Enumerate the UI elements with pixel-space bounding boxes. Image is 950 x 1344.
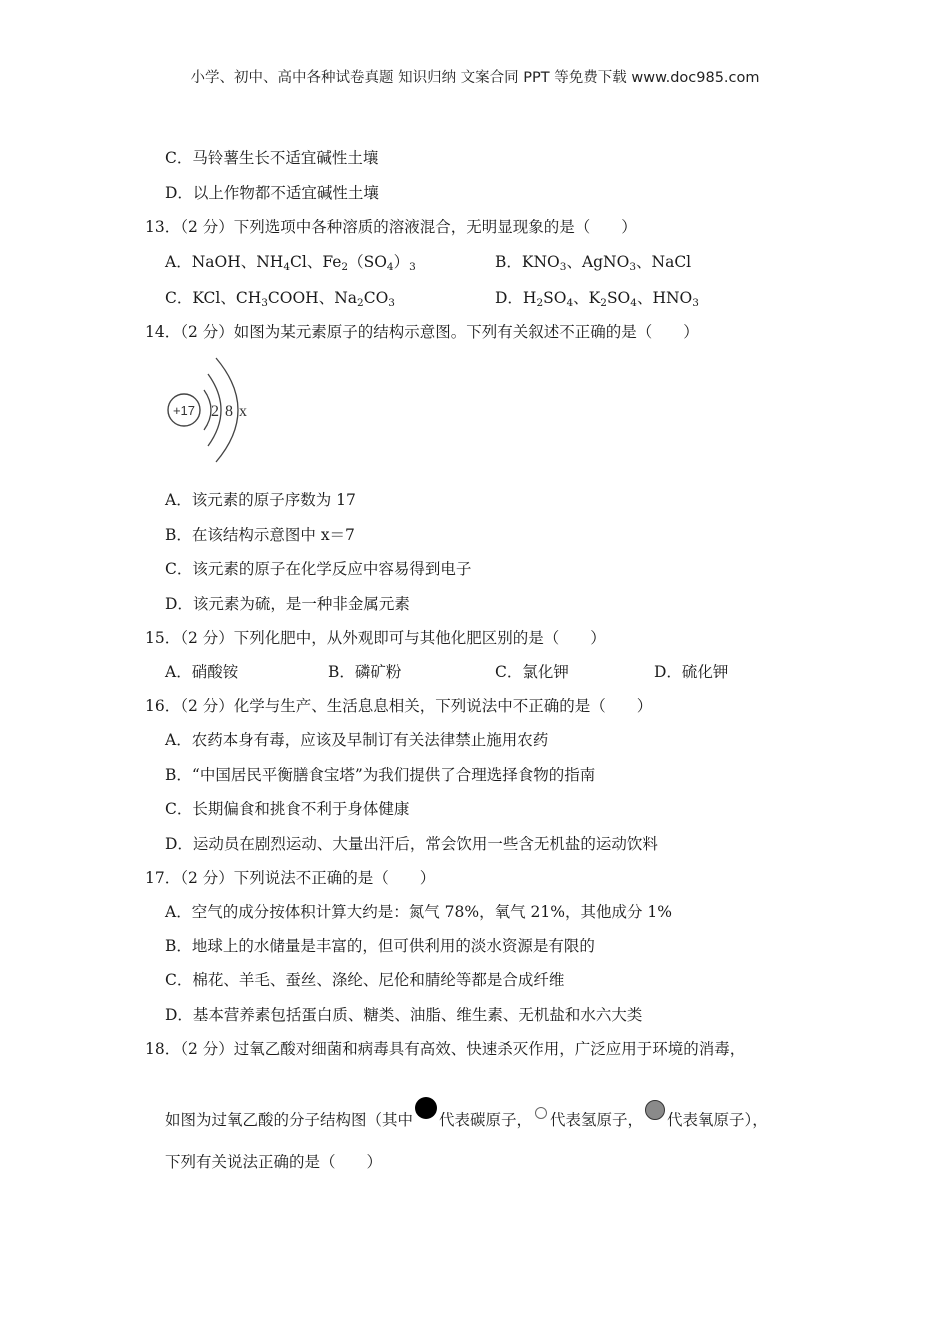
q14-option-b: B．在该结构示意图中 x＝7: [165, 526, 355, 544]
q14-stem: 14．（2 分）如图为某元素原子的结构示意图。下列有关叙述不正确的是（ ）: [145, 323, 699, 341]
atom-structure-diagram: [160, 352, 270, 468]
q15-option-b: B．磷矿粉: [328, 663, 402, 681]
q17-option-d: D．基本营养素包括蛋白质、糖类、油脂、维生素、无机盐和水六大类: [165, 1006, 643, 1024]
q18-stem: 18．（2 分）过氧乙酸对细菌和病毒具有高效、快速杀灭作用，广泛应用于环境的消毒，: [145, 1040, 746, 1058]
q16-stem: 16．（2 分）化学与生产、生活息息相关，下列说法中不正确的是（ ）: [145, 697, 653, 715]
q17-option-c: C．棉花、羊毛、蚕丝、涤纶、尼伦和腈纶等都是合成纤维: [165, 971, 565, 989]
carbon-atom-icon: [415, 1097, 437, 1119]
q13-option-b: B．$KNO_3$、AgNO$_3$、NaCl: [495, 253, 692, 273]
q18-legend-text-d: 代表氧原子），: [667, 1111, 768, 1129]
page-header: 小学、初中、高中各种试卷真题 知识归纳 文案合同 PPT 等免费下载 www.doc985.com: [190, 70, 760, 86]
q14-option-c: C．该元素的原子在化学反应中容易得到电子: [165, 560, 472, 578]
q15-stem: 15．（2 分）下列化肥中，从外观即可与其他化肥区别的是（ ）: [145, 629, 606, 647]
q16-option-b: B．“中国居民平衡膳食宝塔”为我们提供了合理选择食物的指南: [165, 766, 596, 784]
shell-3-electrons: x: [239, 403, 247, 420]
nucleus-charge: +17: [172, 403, 196, 418]
q15-option-a: A．硝酸铵: [165, 663, 239, 681]
shell-2-electrons: 8: [225, 403, 233, 420]
q16-option-a: A．农药本身有毒，应该及早制订有关法律禁止施用农药: [165, 731, 549, 749]
q18-legend-text-c: 代表氢原子，: [550, 1111, 644, 1129]
q13-option-d: D．$H_2SO_4$、$K_2SO_4$、$HNO_3$: [495, 289, 699, 309]
q12-option-c: C．马铃薯生长不适宜碱性土壤: [165, 149, 379, 167]
q16-option-c: C．长期偏食和挑食不利于身体健康: [165, 800, 410, 818]
q16-option-d: D．运动员在剧烈运动、大量出汗后，常会饮用一些含无机盐的运动饮料: [165, 835, 658, 853]
q17-option-a: A．空气的成分按体积计算大约是：氮气 78%，氧气 21%，其他成分 1%: [165, 903, 672, 921]
q18-legend-line: [165, 1097, 768, 1130]
q14-option-d: D．该元素为硫，是一种非金属元素: [165, 595, 410, 613]
q17-stem: 17．（2 分）下列说法不正确的是（ ）: [145, 869, 436, 887]
q15-option-d: D．硫化钾: [654, 663, 729, 681]
electron-shell-1: [204, 390, 211, 430]
q12-option-d: D．以上作物都不适宜碱性土壤: [165, 184, 379, 202]
hydrogen-atom-icon: [535, 1107, 547, 1119]
q15-option-c: C．氯化钾: [495, 663, 569, 681]
q13-stem: 13．（2 分）下列选项中各种溶质的溶液混合，无明显现象的是（ ）: [145, 218, 637, 236]
q17-option-b: B．地球上的水储量是丰富的，但可供利用的淡水资源是有限的: [165, 937, 595, 955]
oxygen-atom-icon: [645, 1100, 665, 1120]
q18-legend-text-b: 代表碳原子，: [439, 1111, 533, 1129]
shell-1-electrons: 2: [211, 403, 219, 420]
q18-legend-text-a: 如图为过氧乙酸的分子结构图（其中: [165, 1111, 414, 1129]
q13-option-a: A．NaOH、$NH_4Cl$、$Fe_2(SO_4)_3$: [165, 253, 416, 273]
q18-question-line: 下列有关说法正确的是（ ）: [165, 1153, 383, 1171]
q13-option-c: C．KCl、$CH_3COOH$、$Na_2CO_3$: [165, 289, 395, 309]
q14-option-a: A．该元素的原子序数为 17: [165, 491, 356, 509]
